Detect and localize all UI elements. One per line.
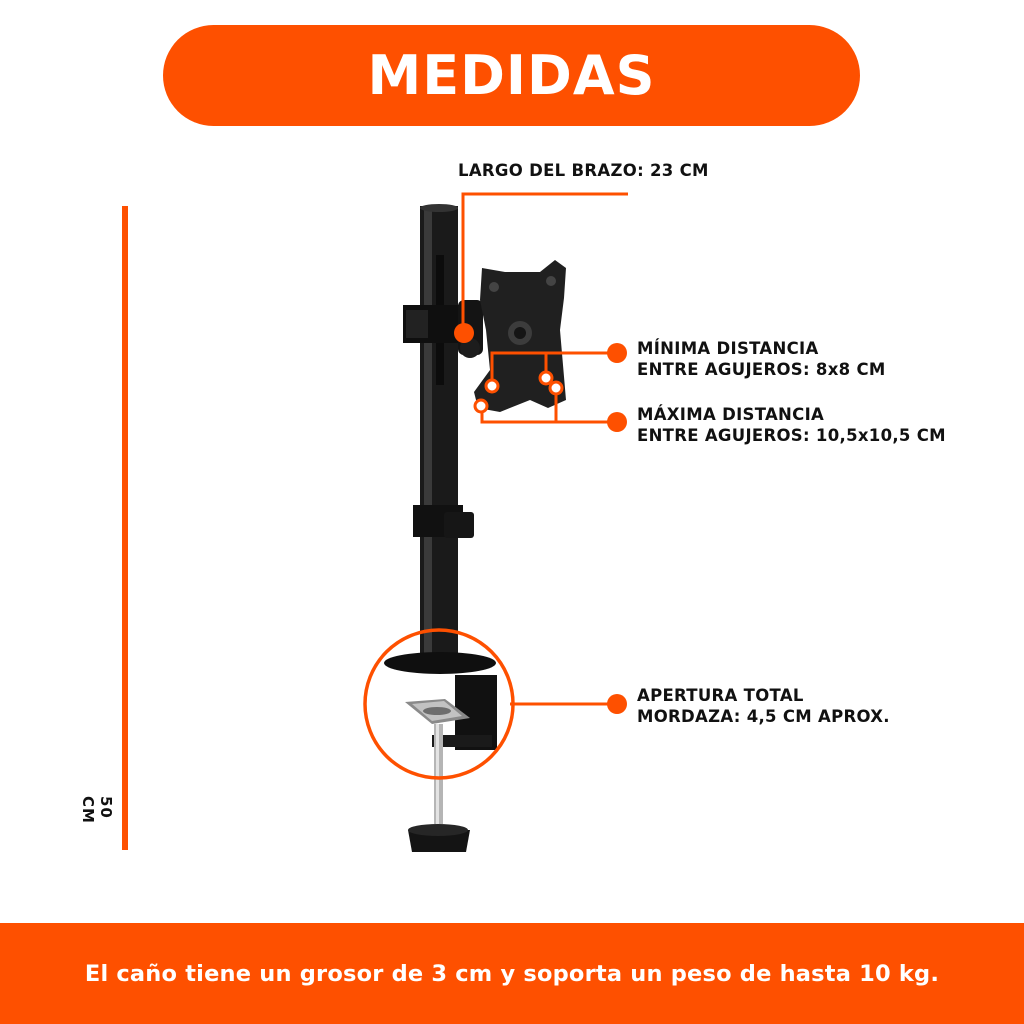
clamp-dot [607,694,627,714]
height-dimension-line [122,206,128,850]
clamp-line2: MORDAZA: 4,5 CM APROX. [637,707,890,726]
clamp-base [384,652,496,674]
min-distance-label [637,338,886,380]
height-label: 50 CM [79,796,115,824]
arm-length-label: LARGO DEL BRAZO: 23 CM [458,161,709,180]
footer-banner [0,923,1024,1024]
max-distance-dot [607,412,627,432]
min-distance-line1: MÍNIMA DISTANCIA [637,339,819,358]
clamp-opening-label [637,685,890,727]
footer-text: El caño tiene un grosor de 3 cm y soporta un peso de hasta 10 kg. [84,960,940,987]
monitor-arm-product [384,204,566,852]
cable-clip [444,512,474,538]
max-distance-line2: ENTRE AGUJEROS: 10,5x10,5 CM [637,426,946,445]
max-distance-label [637,404,946,446]
max-distance-line1: MÁXIMA DISTANCIA [637,405,825,424]
min-distance-dot [607,343,627,363]
arm-length-dot [454,323,474,343]
page-title: MEDIDAS [367,44,656,107]
clamp-line1: APERTURA TOTAL [637,686,804,705]
min-distance-line2: ENTRE AGUJEROS: 8x8 CM [637,360,886,379]
